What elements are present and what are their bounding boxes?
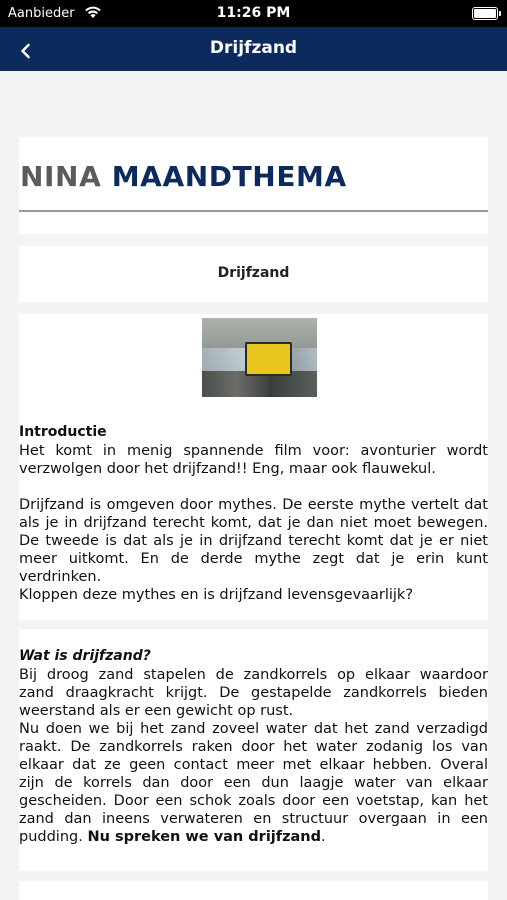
- article-intro-card: [19, 314, 488, 620]
- clock: 11:26 PM: [216, 5, 291, 21]
- section-heading-wat-is-drijfzand: Wat is drijfzand?: [19, 648, 151, 664]
- text-line: weerstand als er een gewicht op rust.: [19, 703, 294, 719]
- text-line: Drijfzand is omgeven door mythes. De eerste mythe vertelt dat: [19, 497, 488, 513]
- text-line: Nu doen we bij het zand zoveel water dat het zand verzadigd: [19, 721, 488, 737]
- nav-title: Drijfzand: [209, 38, 298, 58]
- section-paragraph-2: [19, 720, 488, 846]
- text-line: Bij droog zand stapelen de zandkorrels op elkaar waardoor: [19, 667, 488, 683]
- subtitle-card: [19, 246, 488, 302]
- text-line: [19, 828, 488, 846]
- text-line: als je in drijfzand terecht komt, dat je dan niet moet bewegen.: [19, 515, 488, 531]
- text-line: Kloppen deze mythes en is drijfzand levensgevaarlijk?: [19, 587, 414, 603]
- text-line: raakt. De zandkorrels raken door het water zodanig los van: [19, 739, 488, 755]
- text-line: zand dan ineens verwateren en structuur overgaan in een: [19, 811, 488, 827]
- intro-paragraph-1: [19, 442, 488, 478]
- text-plain-end: .: [321, 829, 326, 845]
- text-line: Het komt in menig spannende film voor: avonturier wordt: [19, 443, 488, 459]
- text-bold: Nu spreken we van drijfzand: [87, 829, 322, 845]
- text-line: zand draagkracht krijgt. De gestapelde zandkorrels bieden: [19, 685, 488, 701]
- warning-sign: [245, 342, 292, 376]
- text-line: verdrinken.: [19, 569, 102, 585]
- text-line: verzwolgen door het drijfzand!! Eng, maar ook flauwekul.: [19, 461, 436, 477]
- carrier-label: Aanbieder: [8, 6, 75, 21]
- text-plain: pudding.: [19, 829, 88, 845]
- text-line: meer uitkomt. En de derde mythe zegt dat je erin kunt: [19, 551, 488, 567]
- article-section-card: [19, 629, 488, 871]
- article-subtitle: Drijfzand: [217, 265, 290, 281]
- title-part-nina: NINA: [20, 160, 102, 193]
- text-line: elkaar dat ze geen contact meer met elkaar hebben. Overal: [19, 757, 488, 773]
- page-title: [20, 160, 347, 193]
- text-line: De tweede is dat als je in drijfzand terecht komt dat je er niet: [19, 533, 488, 549]
- title-part-maandthema: MAANDTHEMA: [111, 160, 347, 193]
- next-card: [19, 881, 488, 900]
- header-divider: [19, 210, 488, 212]
- battery-icon: [472, 7, 498, 20]
- quicksand-photo: [202, 318, 317, 397]
- scroll-content[interactable]: [0, 71, 507, 900]
- theme-header-card: [19, 137, 488, 234]
- intro-paragraph-2: [19, 496, 488, 604]
- text-line: gescheiden. Door een schok zoals door een voetstap, kan het: [19, 793, 488, 809]
- intro-heading: Introductie: [19, 424, 107, 440]
- status-bar: [0, 0, 507, 27]
- text-line: zijn de korrels dan door een dun laagje water van elkaar: [19, 775, 488, 791]
- nav-bar: [0, 27, 507, 71]
- section-paragraph-1: [19, 666, 488, 720]
